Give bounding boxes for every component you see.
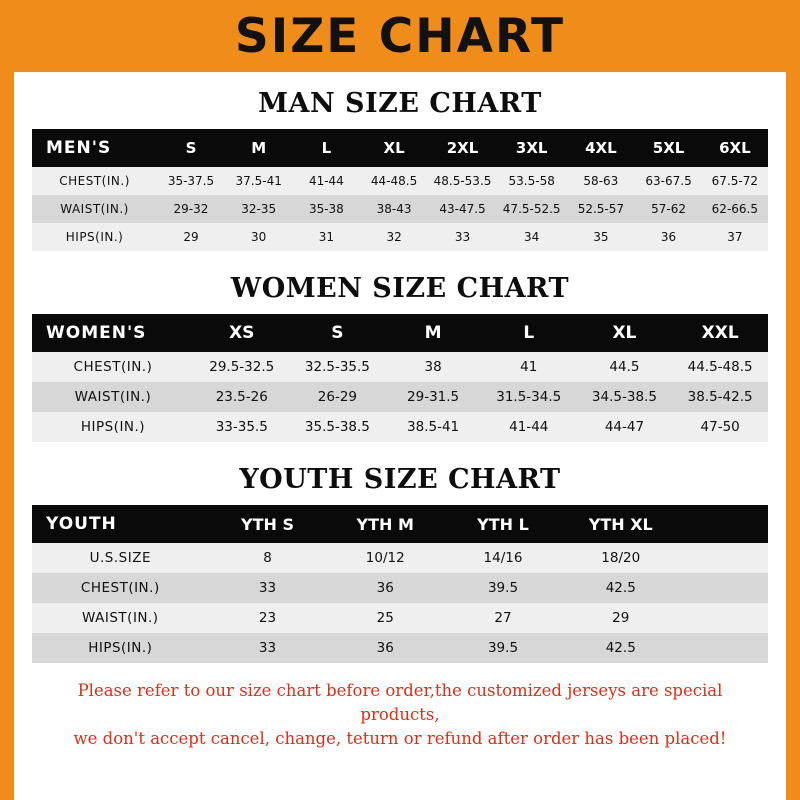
cell: 34 — [497, 223, 566, 251]
cell: 42.5 — [562, 573, 680, 603]
row-label: CHEST(IN.) — [32, 167, 157, 195]
cell: 31.5-34.5 — [481, 382, 577, 412]
column-header: YTH M — [326, 505, 444, 543]
row-label: WAIST(IN.) — [32, 603, 209, 633]
cell-spacer — [680, 543, 768, 573]
chart-content — [14, 88, 786, 751]
cell: 34.5-38.5 — [577, 382, 673, 412]
cell: 44.5-48.5 — [672, 352, 768, 382]
table-header-row — [32, 314, 768, 352]
column-header: YTH S — [209, 505, 327, 543]
cell: 25 — [326, 603, 444, 633]
cell: 26-29 — [290, 382, 386, 412]
row-label: HIPS(IN.) — [32, 633, 209, 663]
cell: 33 — [428, 223, 497, 251]
cell: 32 — [360, 223, 428, 251]
table-row — [32, 223, 768, 251]
youth-section-title: YOUTH SIZE CHART — [239, 464, 561, 495]
column-header: 2XL — [428, 129, 497, 167]
cell: 30 — [225, 223, 293, 251]
cell: 39.5 — [444, 633, 562, 663]
cell: 29.5-32.5 — [194, 352, 290, 382]
table-row — [32, 167, 768, 195]
column-header: 5XL — [635, 129, 701, 167]
cell: 52.5-57 — [566, 195, 635, 223]
cell: 37 — [702, 223, 768, 251]
table-header-row — [32, 129, 768, 167]
cell: 44-47 — [577, 412, 673, 442]
cell: 10/12 — [326, 543, 444, 573]
row-label: CHEST(IN.) — [32, 352, 194, 382]
footer-note-line-1: Please refer to our size chart before order,the customized jerseys are special products, — [77, 681, 723, 724]
cell: 41-44 — [481, 412, 577, 442]
cell: 35-37.5 — [157, 167, 225, 195]
row-label: CHEST(IN.) — [32, 573, 209, 603]
table-row — [32, 195, 768, 223]
cell: 29 — [562, 603, 680, 633]
column-header: YTH L — [444, 505, 562, 543]
cell: 27 — [444, 603, 562, 633]
cell: 57-62 — [635, 195, 701, 223]
column-header: YOUTH — [32, 505, 209, 543]
cell: 29 — [157, 223, 225, 251]
cell: 35.5-38.5 — [290, 412, 386, 442]
cell-spacer — [680, 573, 768, 603]
cell: 44-48.5 — [360, 167, 428, 195]
cell: 36 — [635, 223, 701, 251]
table-row — [32, 382, 768, 412]
cell: 48.5-53.5 — [428, 167, 497, 195]
cell: 32.5-35.5 — [290, 352, 386, 382]
cell: 23 — [209, 603, 327, 633]
row-label: WAIST(IN.) — [32, 382, 194, 412]
cell: 29-32 — [157, 195, 225, 223]
cell: 38.5-42.5 — [672, 382, 768, 412]
column-header: M — [225, 129, 293, 167]
column-header: 3XL — [497, 129, 566, 167]
man-section-title: MAN SIZE CHART — [258, 88, 542, 119]
cell: 33-35.5 — [194, 412, 290, 442]
cell: 8 — [209, 543, 327, 573]
page-title: SIZE CHART — [234, 8, 566, 64]
cell: 39.5 — [444, 573, 562, 603]
column-header: XS — [194, 314, 290, 352]
row-label: U.S.SIZE — [32, 543, 209, 573]
women-size-table — [32, 314, 768, 442]
cell: 44.5 — [577, 352, 673, 382]
cell: 38.5-41 — [385, 412, 481, 442]
cell: 36 — [326, 633, 444, 663]
table-header-row — [32, 505, 768, 543]
column-header: XL — [360, 129, 428, 167]
cell: 29-31.5 — [385, 382, 481, 412]
cell: 47.5-52.5 — [497, 195, 566, 223]
youth-size-table — [32, 505, 768, 663]
cell: 53.5-58 — [497, 167, 566, 195]
man-size-table — [32, 129, 768, 251]
table-row — [32, 543, 768, 573]
table-row — [32, 573, 768, 603]
cell: 37.5-41 — [225, 167, 293, 195]
column-header: YTH XL — [562, 505, 680, 543]
cell: 41 — [481, 352, 577, 382]
cell: 36 — [326, 573, 444, 603]
page-banner — [0, 0, 800, 72]
cell: 14/16 — [444, 543, 562, 573]
cell: 67.5-72 — [702, 167, 768, 195]
cell: 42.5 — [562, 633, 680, 663]
cell: 35 — [566, 223, 635, 251]
cell: 18/20 — [562, 543, 680, 573]
column-header: XL — [577, 314, 673, 352]
cell: 41-44 — [293, 167, 361, 195]
table-row — [32, 412, 768, 442]
footer-note — [32, 679, 768, 751]
column-header: L — [481, 314, 577, 352]
table-row — [32, 603, 768, 633]
table-row — [32, 352, 768, 382]
column-header-spacer — [680, 505, 768, 543]
cell: 63-67.5 — [635, 167, 701, 195]
column-header: S — [157, 129, 225, 167]
cell: 62-66.5 — [702, 195, 768, 223]
cell-spacer — [680, 603, 768, 633]
column-header: WOMEN'S — [32, 314, 194, 352]
row-label: HIPS(IN.) — [32, 412, 194, 442]
cell: 58-63 — [566, 167, 635, 195]
column-header: MEN'S — [32, 129, 157, 167]
row-label: WAIST(IN.) — [32, 195, 157, 223]
column-header: 6XL — [702, 129, 768, 167]
column-header: M — [385, 314, 481, 352]
table-row — [32, 633, 768, 663]
cell: 33 — [209, 633, 327, 663]
row-label: HIPS(IN.) — [32, 223, 157, 251]
cell: 47-50 — [672, 412, 768, 442]
column-header: L — [293, 129, 361, 167]
cell: 31 — [293, 223, 361, 251]
cell: 32-35 — [225, 195, 293, 223]
cell-spacer — [680, 633, 768, 663]
women-section-title: WOMEN SIZE CHART — [230, 273, 570, 304]
cell: 35-38 — [293, 195, 361, 223]
column-header: XXL — [672, 314, 768, 352]
cell: 33 — [209, 573, 327, 603]
footer-note-line-2: we don't accept cancel, change, teturn or refund after order has been placed! — [73, 728, 727, 748]
cell: 23.5-26 — [194, 382, 290, 412]
cell: 43-47.5 — [428, 195, 497, 223]
cell: 38-43 — [360, 195, 428, 223]
column-header: 4XL — [566, 129, 635, 167]
cell: 38 — [385, 352, 481, 382]
column-header: S — [290, 314, 386, 352]
